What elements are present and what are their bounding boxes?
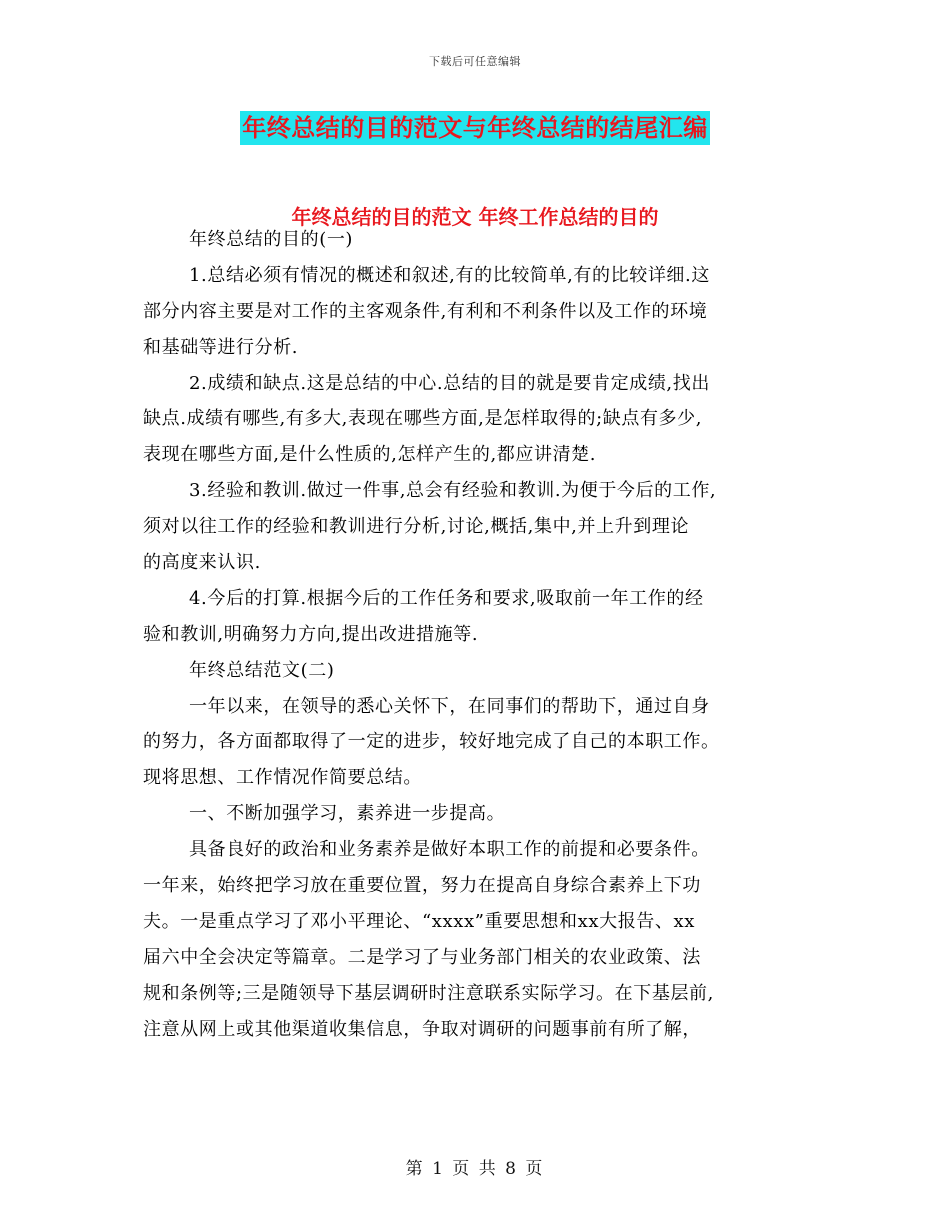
main-title-container	[0, 111, 950, 145]
paragraph-line: 缺点.成绩有哪些,有多大,表现在哪些方面,是怎样取得的;缺点有多少,	[143, 408, 703, 430]
main-title: 年终总结的目的范文与年终总结的结尾汇编	[240, 111, 710, 145]
paragraph-line: 验和教训,明确努力方向,提出改进措施等.	[143, 623, 479, 645]
paragraph-line: 须对以往工作的经验和教训进行分析,讨论,概括,集中,并上升到理论	[143, 516, 690, 538]
paragraph-line: 表现在哪些方面,是什么性质的,怎样产生的,都应讲清楚.	[143, 444, 597, 466]
page-number-footer: 第 1 页 共 8 页	[405, 1159, 545, 1179]
paragraph-line: 部分内容主要是对工作的主客观条件,有利和不利条件以及工作的环境	[143, 300, 708, 322]
paragraph-line: 注意从网上或其他渠道收集信息，争取对调研的问题事前有所了解，	[143, 1018, 701, 1040]
paragraph-line: 一年来，始终把学习放在重要位置，努力在提高自身综合素养上下功	[143, 875, 701, 897]
header-note: 下载后可任意编辑	[429, 55, 521, 68]
paragraph-line: 3.经验和教训.做过一件事,总会有经验和教训.为便于今后的工作,	[189, 480, 717, 502]
paragraph-line: 的高度来认识.	[143, 552, 261, 574]
paragraph-line: 具备良好的政治和业务素养是做好本职工作的前提和必要条件。	[189, 839, 710, 861]
paragraph-line: 1.总结必须有情况的概述和叙述,有的比较简单,有的比较详细.这	[189, 264, 710, 286]
paragraph-line: 届六中全会决定等篇章。二是学习了与业务部门相关的农业政策、法	[143, 946, 701, 968]
section-heading: 一、不断加强学习，素养进一步提高。	[189, 803, 506, 825]
paragraph-line: 2.成绩和缺点.这是总结的中心.总结的目的就是要肯定成绩,找出	[189, 372, 710, 394]
paragraph-line: 的努力，各方面都取得了一定的进步，较好地完成了自己的本职工作。	[143, 731, 720, 753]
paragraph-line: 4.今后的打算.根据今后的工作任务和要求,吸取前一年工作的经	[189, 587, 704, 609]
section-heading: 年终总结的目的(一)	[189, 229, 354, 250]
paragraph-line: 规和条例等;三是随领导下基层调研时注意联系实际学习。在下基层前,	[143, 982, 714, 1004]
section-heading: 年终总结范文(二)	[189, 659, 335, 681]
paragraph-line: 夫。一是重点学习了邓小平理论、“xxxx”重要思想和xx大报告、xx	[143, 910, 696, 932]
paragraph-line: 和基础等进行分析.	[143, 336, 299, 358]
sub-title: 年终总结的目的范文 年终工作总结的目的	[291, 205, 659, 229]
paragraph-line: 一年以来，在领导的悉心关怀下，在同事们的帮助下，通过自身	[189, 695, 710, 717]
paragraph-line: 现将思想、工作情况作简要总结。	[143, 767, 422, 789]
document-body	[143, 222, 813, 1047]
